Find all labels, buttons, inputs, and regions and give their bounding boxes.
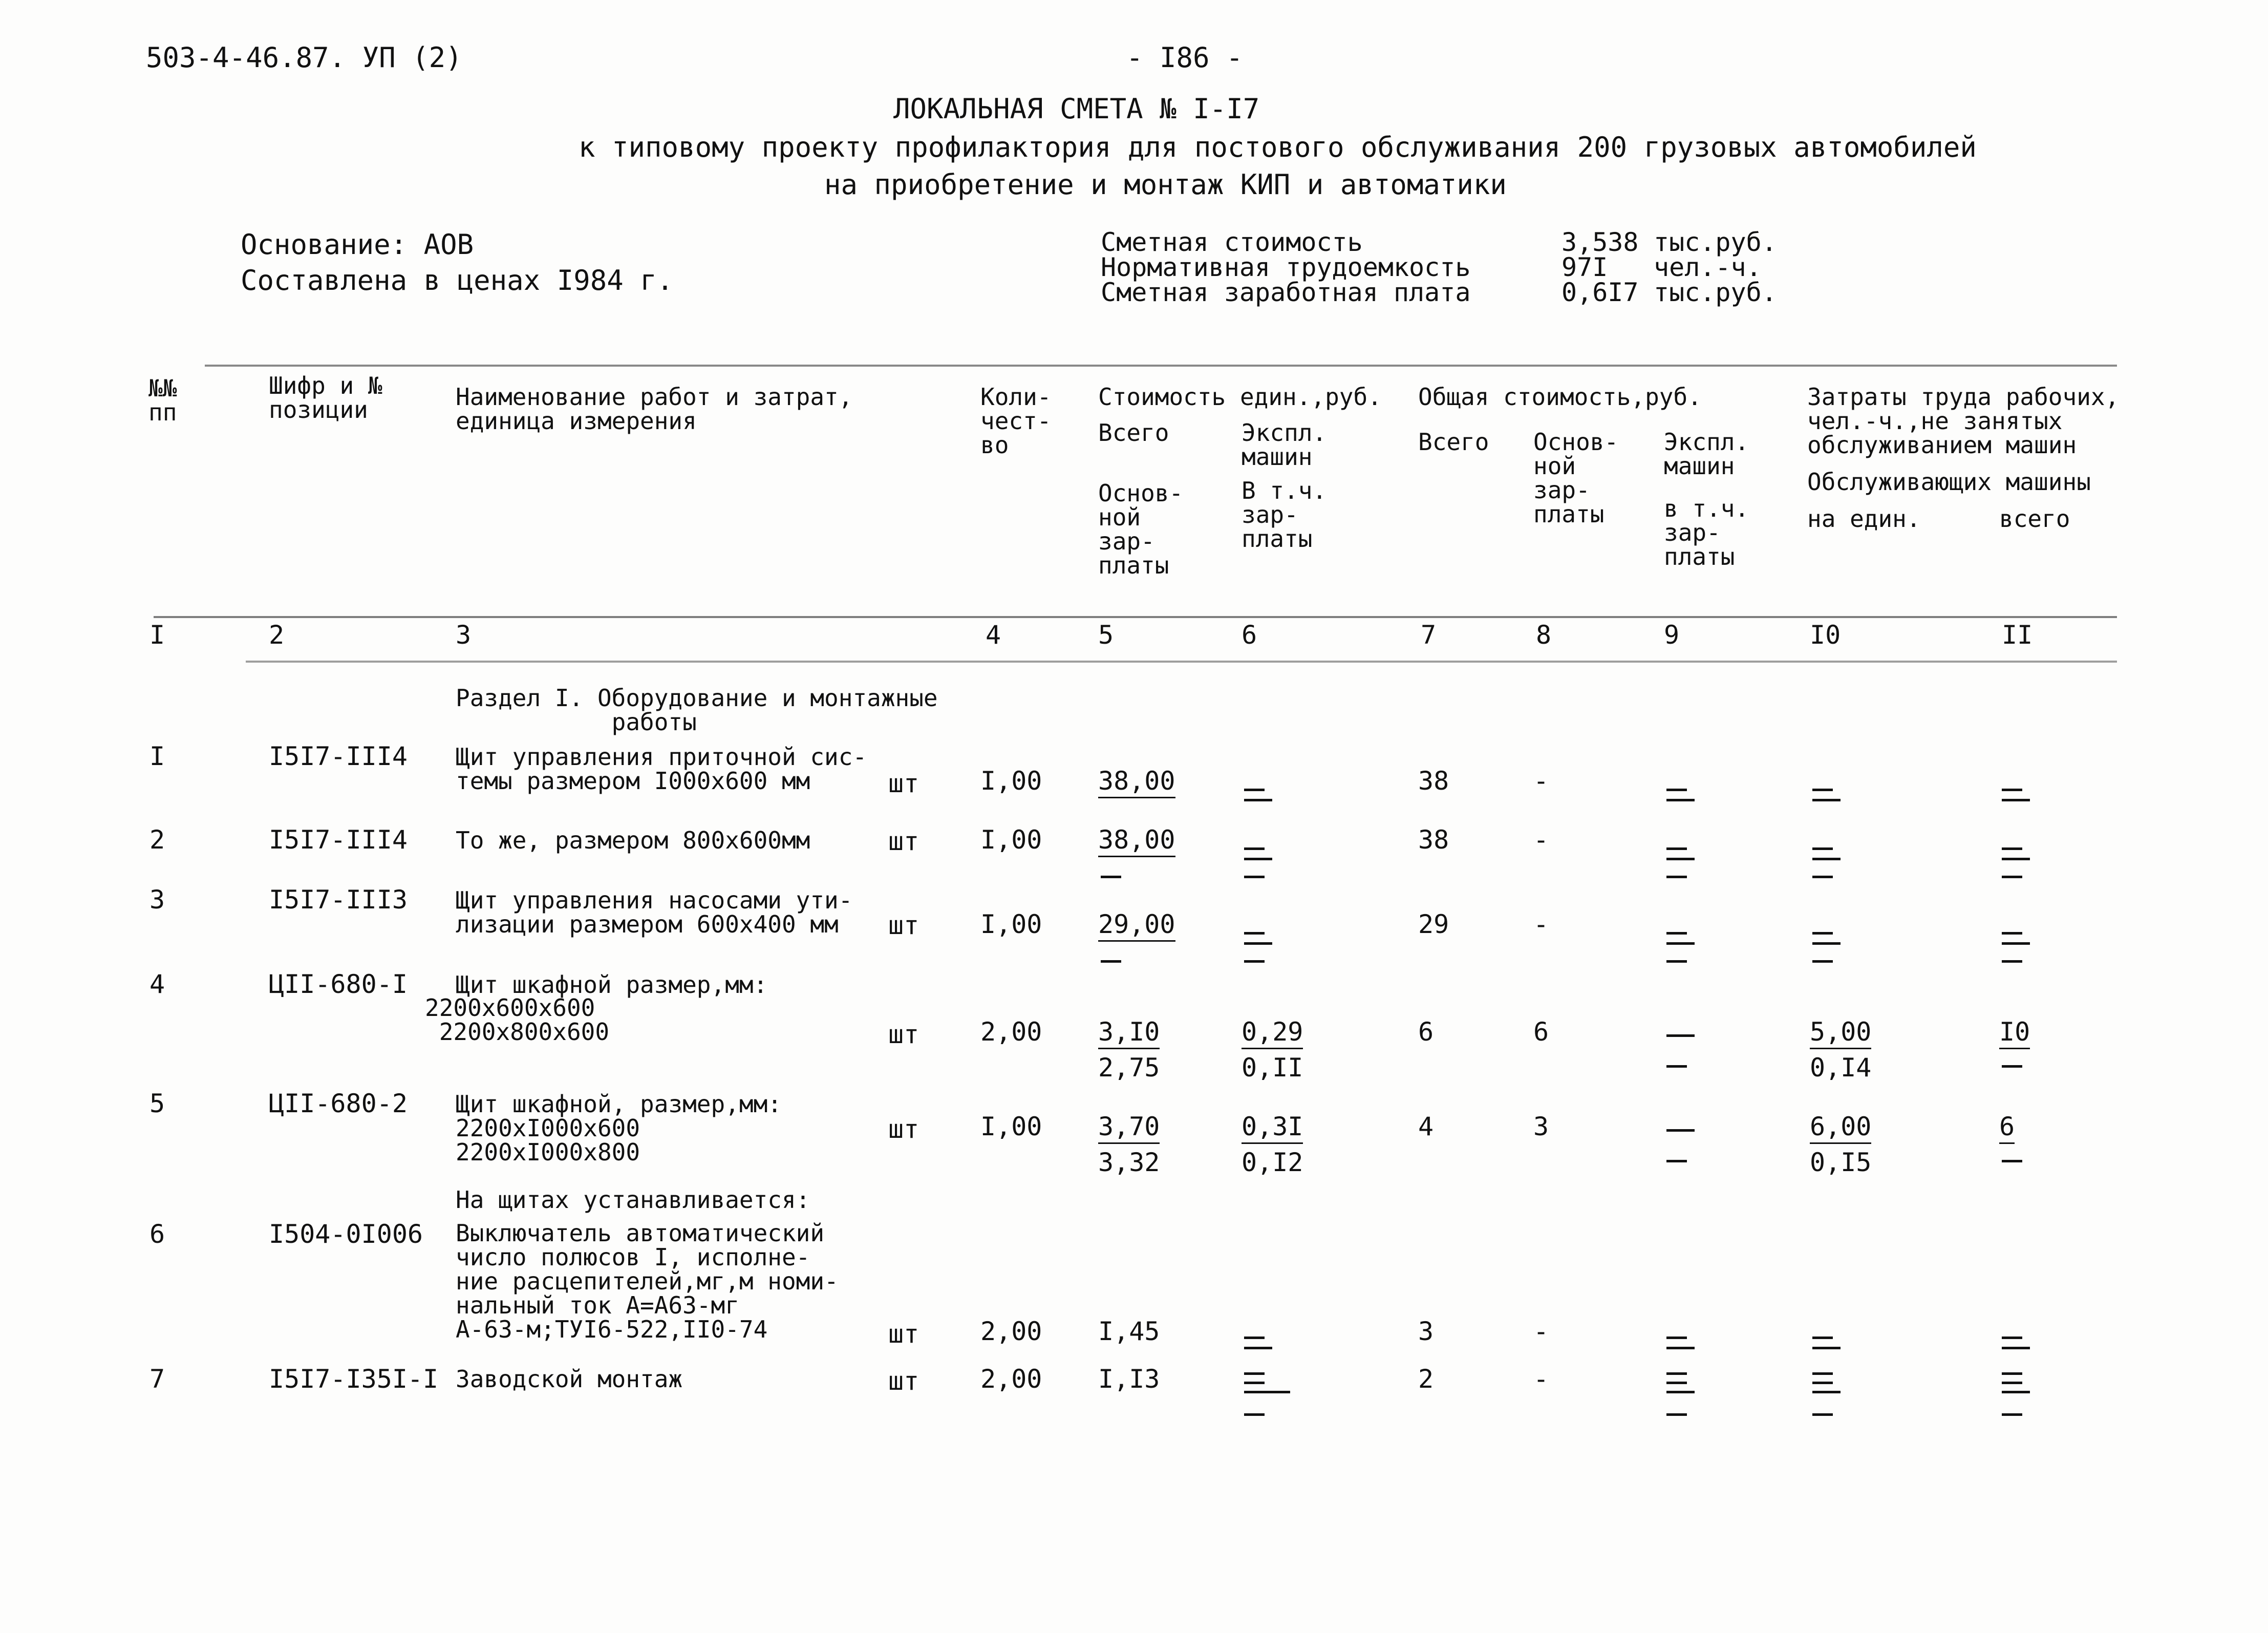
row-4-labor-per-unit-2: 0,I4 bbox=[1810, 1053, 1872, 1083]
row-2-col11-dash-2 bbox=[2002, 876, 2022, 878]
estimated-cost-label: Сметная стоимость bbox=[1101, 227, 1363, 257]
header-col8-salary: Основ- ной зар- платы bbox=[1533, 428, 1619, 528]
header-col10-per-unit: на един. bbox=[1807, 505, 1921, 533]
row-7-col6-dash-2 bbox=[1244, 1382, 1265, 1384]
header-col9-salary: в т.ч. зар- платы bbox=[1664, 495, 1749, 570]
row-1-total: 38 bbox=[1418, 766, 1449, 796]
row-2-col6-dash bbox=[1244, 847, 1265, 850]
row-3-salary-total: - bbox=[1533, 909, 1549, 939]
row-6-col6-rule bbox=[1244, 1347, 1272, 1349]
row-4-total: 6 bbox=[1418, 1017, 1434, 1047]
labor-intensity-label: Нормативная трудоемкость bbox=[1101, 252, 1471, 282]
row-2-code: I5I7-III4 bbox=[269, 825, 408, 855]
row-7-col9-rule bbox=[1666, 1391, 1695, 1393]
row-7-unit-cost: I,I3 bbox=[1098, 1364, 1160, 1394]
row-1-salary-total: - bbox=[1533, 766, 1549, 796]
row-7-name: Заводской монтаж bbox=[456, 1365, 683, 1393]
row-2-col9-rule bbox=[1666, 858, 1695, 860]
row-4-salary-total: 6 bbox=[1533, 1017, 1549, 1047]
column-number: II bbox=[2002, 620, 2033, 650]
row-6-col11-dash bbox=[2002, 1337, 2022, 1339]
row-4-quantity: 2,00 bbox=[980, 1017, 1042, 1047]
header-labor-machine-service: Обслуживающих машины bbox=[1807, 468, 2091, 496]
row-6-total: 3 bbox=[1418, 1317, 1434, 1346]
row-5-labor-per-unit: 6,00 bbox=[1810, 1114, 1871, 1139]
row-5-code: ЦII-680-2 bbox=[269, 1089, 408, 1118]
column-number: 6 bbox=[1242, 620, 1257, 650]
row-3-code: I5I7-III3 bbox=[269, 885, 408, 915]
document-subtitle-1: к типовому проекту профилактория для постового обслуживания 200 грузовых автомобилей bbox=[579, 131, 1977, 163]
row-3-quantity: I,00 bbox=[980, 909, 1042, 939]
row-5-labor-per-unit-2: 0,I5 bbox=[1810, 1148, 1872, 1177]
row-2-number: 2 bbox=[149, 825, 165, 855]
document-title: ЛОКАЛЬНАЯ СМЕТА № I-I7 bbox=[893, 93, 1260, 125]
row-4-labor-per-unit: 5,00 bbox=[1810, 1019, 1871, 1045]
estimated-salary-value: 0,6I7 bbox=[1561, 278, 1639, 307]
row-3-col5-dash bbox=[1101, 960, 1121, 963]
row-2-col10-dash bbox=[1812, 847, 1833, 850]
header-col6-machines: Экспл. машин bbox=[1242, 419, 1327, 471]
row-2-col10-dash-2 bbox=[1812, 876, 1833, 878]
row-2-col6-rule bbox=[1244, 858, 1272, 860]
row-4-number: 4 bbox=[149, 969, 165, 999]
row-4-unit-salary: 2,75 bbox=[1098, 1053, 1160, 1083]
row-4-col9-dash bbox=[1666, 1065, 1687, 1068]
row-3-total: 29 bbox=[1418, 909, 1449, 939]
row-5-labor-total: 6 bbox=[1999, 1114, 2015, 1139]
row-5-quantity: I,00 bbox=[980, 1112, 1042, 1141]
row-5-number: 5 bbox=[149, 1089, 165, 1118]
row-7-col9-dash-2 bbox=[1666, 1382, 1687, 1384]
row-6-quantity: 2,00 bbox=[980, 1317, 1042, 1346]
column-number: 5 bbox=[1098, 620, 1114, 650]
labor-intensity-unit: чел.-ч. bbox=[1654, 252, 1762, 282]
row-7-col9-dash bbox=[1666, 1372, 1687, 1375]
row-5-machine-cost: 0,3I bbox=[1242, 1114, 1303, 1139]
basis-line: Основание: АОВ bbox=[241, 228, 474, 261]
row-4-unit: шт bbox=[888, 1020, 919, 1049]
row-2-col9-dash bbox=[1666, 847, 1687, 850]
row-3-col6-rule bbox=[1244, 942, 1272, 945]
document-subtitle-2: на приобретение и монтаж КИП и автоматики bbox=[824, 168, 1507, 201]
row-4-name: Щит шкафной размер,мм: bbox=[456, 971, 768, 999]
table-top-rule bbox=[205, 365, 2117, 367]
row-3-col11-dash-2 bbox=[2002, 960, 2022, 963]
row-7-col6-dash bbox=[1244, 1372, 1265, 1375]
row-5-unit-salary: 3,32 bbox=[1098, 1148, 1160, 1177]
row-6-name: Выключатель автоматический число полюсов I, исполне- ние расцепителей,мг,м номи- нальный ток А=А63-мг А-63-м;ТУI6-522,II0-74 bbox=[456, 1219, 839, 1343]
row-7-col6-dash-3 bbox=[1244, 1413, 1265, 1416]
header-col-quantity: Коли- чест- во bbox=[980, 383, 1052, 459]
column-number: 2 bbox=[269, 620, 285, 650]
estimated-cost-unit: тыс.руб. bbox=[1654, 227, 1777, 257]
row-7-col11-dash-3 bbox=[2002, 1413, 2022, 1416]
row-7-col10-dash-2 bbox=[1812, 1382, 1833, 1384]
row-3-col11-rule bbox=[2002, 942, 2030, 945]
header-col7-total: Всего bbox=[1418, 428, 1489, 456]
row-6-col10-rule bbox=[1812, 1347, 1841, 1349]
row-3-col9-rule bbox=[1666, 942, 1695, 945]
header-unit-cost: Стоимость един.,руб. bbox=[1098, 383, 1382, 411]
header-labor-costs: Затраты труда рабочих, чел.-ч.,не занятых обслуживанием машин bbox=[1807, 383, 2120, 459]
section-title: Раздел I. Оборудование и монтажные работы bbox=[456, 684, 938, 736]
header-col11-total: всего bbox=[1999, 505, 2070, 533]
row-4-machine-cost: 0,29 bbox=[1242, 1019, 1303, 1045]
row-1-col9-dash bbox=[1666, 789, 1687, 791]
row-1-quantity: I,00 bbox=[980, 766, 1042, 796]
estimated-salary-unit: тыс.руб. bbox=[1654, 278, 1777, 307]
row-3-col6-dash bbox=[1244, 932, 1265, 935]
row-4-labor-total: I0 bbox=[1999, 1019, 2030, 1045]
row-6-col11-rule bbox=[2002, 1347, 2030, 1349]
row-5-total: 4 bbox=[1418, 1112, 1434, 1141]
row-3-col10-dash bbox=[1812, 932, 1833, 935]
header-total-cost: Общая стоимость,руб. bbox=[1418, 383, 1702, 411]
row-7-col9-dash-3 bbox=[1666, 1413, 1687, 1416]
row-7-col10-rule bbox=[1812, 1391, 1841, 1393]
row-5-machine-salary: 0,I2 bbox=[1242, 1148, 1303, 1177]
row-3-col9-dash-2 bbox=[1666, 960, 1687, 963]
row-3-col11-dash bbox=[2002, 932, 2022, 935]
estimated-cost-value: 3,538 bbox=[1561, 227, 1639, 257]
row-5-col9-dash bbox=[1666, 1160, 1687, 1162]
row-7-col11-rule bbox=[2002, 1391, 2030, 1393]
row-2-col11-rule bbox=[2002, 858, 2030, 860]
header-col-number: №№ пп bbox=[148, 374, 177, 426]
row-3-number: 3 bbox=[149, 885, 165, 915]
row-6-col9-rule bbox=[1666, 1347, 1695, 1349]
prices-line: Составлена в ценах I984 г. bbox=[241, 264, 674, 296]
row-3-unit-cost: 29,00 bbox=[1098, 911, 1175, 937]
row-1-col10-dash bbox=[1812, 789, 1833, 791]
row-5-col11-dash bbox=[2002, 1160, 2022, 1162]
row-7-col11-dash-2 bbox=[2002, 1382, 2022, 1384]
header-col5-total: Всего bbox=[1098, 419, 1169, 447]
row-1-col10-rule bbox=[1812, 799, 1841, 801]
row-3-unit: шт bbox=[888, 910, 919, 940]
row-4-code: ЦII-680-I bbox=[269, 969, 408, 999]
header-divider-rule bbox=[154, 616, 2117, 618]
row-6-unit-cost: I,45 bbox=[1098, 1317, 1160, 1346]
header-col-code: Шифр и № позиции bbox=[269, 372, 382, 423]
column-number: I0 bbox=[1810, 620, 1841, 650]
page-number: - I86 - bbox=[1126, 41, 1243, 74]
row-2-unit-cost: 38,00 bbox=[1098, 827, 1175, 853]
row-2-col9-dash-2 bbox=[1666, 876, 1687, 878]
header-col5-salary: Основ- ной зар- платы bbox=[1098, 479, 1184, 579]
row-7-col6-rule bbox=[1244, 1391, 1290, 1393]
row-7-col10-dash bbox=[1812, 1372, 1833, 1375]
column-number: 4 bbox=[986, 620, 1001, 650]
row-3-col10-rule bbox=[1812, 942, 1841, 945]
row-1-unit-cost: 38,00 bbox=[1098, 768, 1175, 794]
row-6-salary-total: - bbox=[1533, 1317, 1549, 1346]
labor-intensity-value: 97I bbox=[1561, 252, 1608, 282]
row-4-unit-cost: 3,I0 bbox=[1098, 1019, 1160, 1045]
row-5-unit-cost: 3,70 bbox=[1098, 1114, 1160, 1139]
row-2-total: 38 bbox=[1418, 825, 1449, 855]
row-1-col6-rule bbox=[1244, 799, 1272, 801]
row-6-col6-dash bbox=[1244, 1337, 1265, 1339]
boards-note: На щитах устанавливается: bbox=[456, 1186, 810, 1214]
row-6-col9-dash bbox=[1666, 1337, 1687, 1339]
row-2-col6-dash-2 bbox=[1244, 876, 1265, 878]
row-7-unit: шт bbox=[888, 1366, 919, 1396]
row-5-unit: шт bbox=[888, 1114, 919, 1144]
row-3-name: Щит управления насосами ути- лизации размером 600х400 мм bbox=[456, 886, 853, 938]
header-col6-salary: В т.ч. зар- платы bbox=[1242, 477, 1327, 553]
column-number: 7 bbox=[1421, 620, 1437, 650]
row-7-col11-dash bbox=[2002, 1372, 2022, 1375]
row-5-col9-rule bbox=[1666, 1129, 1695, 1132]
estimated-salary-label: Сметная заработная плата bbox=[1101, 278, 1471, 307]
row-1-col9-rule bbox=[1666, 799, 1695, 801]
row-4-name-sizes: 2200х600х600 2200х800х600 bbox=[425, 994, 610, 1046]
row-2-name: То же, размером 800х600мм bbox=[456, 826, 810, 854]
row-7-quantity: 2,00 bbox=[980, 1364, 1042, 1394]
row-3-col6-dash-2 bbox=[1244, 960, 1265, 963]
row-4-machine-salary: 0,II bbox=[1242, 1053, 1303, 1083]
row-5-salary-total: 3 bbox=[1533, 1112, 1549, 1141]
row-4-col9-rule bbox=[1666, 1034, 1695, 1037]
row-7-col10-dash-3 bbox=[1812, 1413, 1833, 1416]
row-7-total: 2 bbox=[1418, 1364, 1434, 1394]
row-5-name: Щит шкафной, размер,мм: 2200хI000х600 2200хI000х800 bbox=[456, 1090, 782, 1166]
column-number: 8 bbox=[1536, 620, 1552, 650]
row-2-quantity: I,00 bbox=[980, 825, 1042, 855]
column-number: I bbox=[149, 620, 165, 650]
document-code: 503-4-46.87. УП (2) bbox=[146, 41, 462, 74]
row-3-col9-dash bbox=[1666, 932, 1687, 935]
header-col9-machines: Экспл. машин bbox=[1664, 428, 1749, 480]
row-1-col11-dash bbox=[2002, 789, 2022, 791]
row-3-col10-dash-2 bbox=[1812, 960, 1833, 963]
row-6-number: 6 bbox=[149, 1219, 165, 1249]
column-number-rule bbox=[246, 661, 2117, 663]
row-7-code: I5I7-I35I-I bbox=[269, 1364, 439, 1394]
header-col-name: Наименование работ и затрат, единица измерения bbox=[456, 383, 853, 435]
column-number: 9 bbox=[1664, 620, 1680, 650]
row-2-col10-rule bbox=[1812, 858, 1841, 860]
row-6-unit: шт bbox=[888, 1319, 919, 1349]
row-1-col11-rule bbox=[2002, 799, 2030, 801]
row-2-unit: шт bbox=[888, 826, 919, 856]
row-7-number: 7 bbox=[149, 1364, 165, 1394]
row-6-code: I504-0I006 bbox=[269, 1219, 423, 1249]
row-2-col11-dash bbox=[2002, 847, 2022, 850]
row-2-col5-dash bbox=[1101, 876, 1121, 878]
row-1-name: Щит управления приточной сис- темы размером I000х600 мм bbox=[456, 743, 867, 795]
row-7-salary-total: - bbox=[1533, 1364, 1549, 1394]
column-number: 3 bbox=[456, 620, 472, 650]
row-6-col10-dash bbox=[1812, 1337, 1833, 1339]
row-1-code: I5I7-III4 bbox=[269, 741, 408, 771]
row-1-number: I bbox=[149, 741, 165, 771]
row-4-col11-dash bbox=[2002, 1065, 2022, 1068]
row-2-salary-total: - bbox=[1533, 825, 1549, 855]
row-1-col6-dash bbox=[1244, 789, 1265, 791]
row-1-unit: шт bbox=[888, 769, 919, 798]
